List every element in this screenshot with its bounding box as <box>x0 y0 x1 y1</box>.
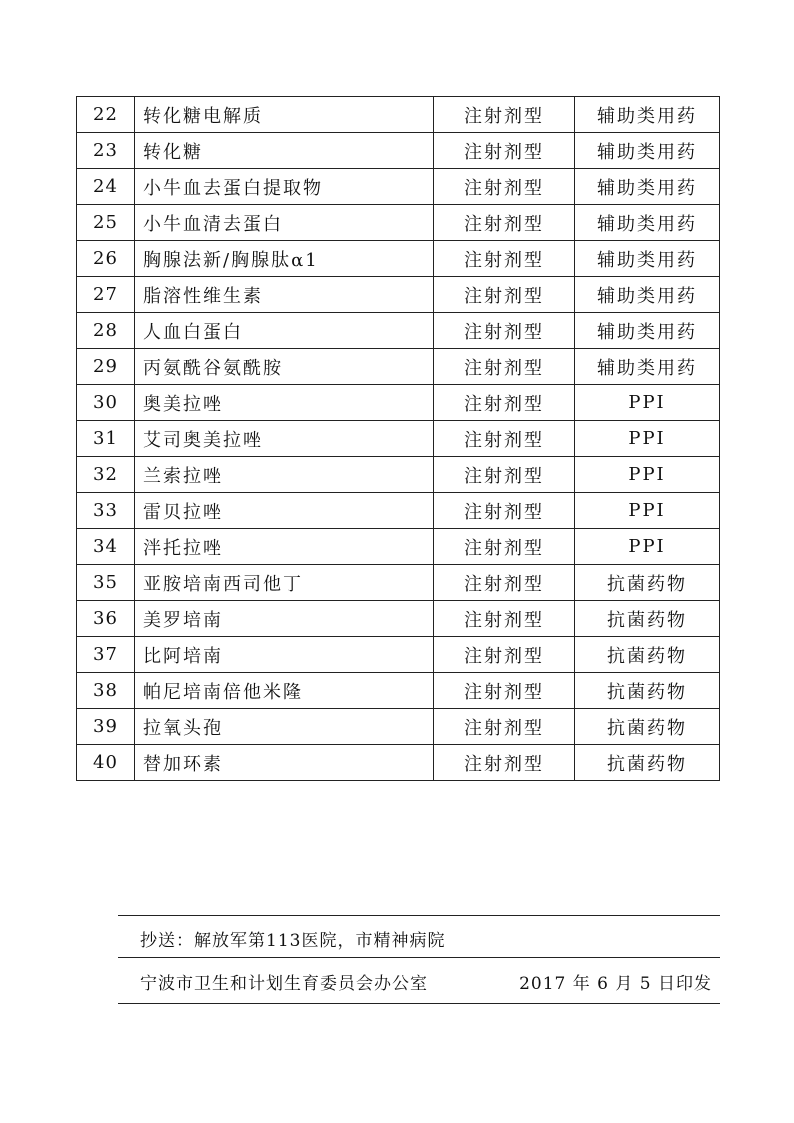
table-row <box>77 205 720 241</box>
table-row <box>77 529 720 565</box>
dosage-form: 注射剂型 <box>434 457 575 493</box>
drug-name: 兰索拉唑 <box>135 457 434 493</box>
dosage-form: 注射剂型 <box>434 133 575 169</box>
dosage-form: 注射剂型 <box>434 745 575 781</box>
row-number: 26 <box>77 241 135 277</box>
dosage-form: 注射剂型 <box>434 601 575 637</box>
drug-category: PPI <box>575 493 720 529</box>
drug-name: 脂溶性维生素 <box>135 277 434 313</box>
table-row <box>77 421 720 457</box>
drug-name: 小牛血去蛋白提取物 <box>135 169 434 205</box>
table-row <box>77 493 720 529</box>
row-number: 24 <box>77 169 135 205</box>
drug-name: 小牛血清去蛋白 <box>135 205 434 241</box>
drug-name: 转化糖电解质 <box>135 97 434 133</box>
drug-category: 辅助类用药 <box>575 133 720 169</box>
drug-category: 抗菌药物 <box>575 637 720 673</box>
row-number: 32 <box>77 457 135 493</box>
footer-divider-middle <box>118 957 720 958</box>
footer-divider-bottom <box>118 1003 720 1004</box>
drug-category: 辅助类用药 <box>575 313 720 349</box>
table-row <box>77 241 720 277</box>
row-number: 29 <box>77 349 135 385</box>
row-number: 39 <box>77 709 135 745</box>
dosage-form: 注射剂型 <box>434 709 575 745</box>
drug-category: 辅助类用药 <box>575 205 720 241</box>
drug-category: PPI <box>575 457 720 493</box>
row-number: 28 <box>77 313 135 349</box>
row-number: 40 <box>77 745 135 781</box>
drug-category: 辅助类用药 <box>575 349 720 385</box>
drug-name: 胸腺法新/胸腺肽α1 <box>135 241 434 277</box>
drug-name: 雷贝拉唑 <box>135 493 434 529</box>
table-row <box>77 133 720 169</box>
table-row <box>77 169 720 205</box>
dosage-form: 注射剂型 <box>434 385 575 421</box>
dosage-form: 注射剂型 <box>434 313 575 349</box>
drug-category: 辅助类用药 <box>575 241 720 277</box>
drug-list-table <box>76 96 720 781</box>
drug-name: 帕尼培南倍他米隆 <box>135 673 434 709</box>
table-row <box>77 637 720 673</box>
table-row <box>77 457 720 493</box>
dosage-form: 注射剂型 <box>434 673 575 709</box>
drug-name: 比阿培南 <box>135 637 434 673</box>
row-number: 36 <box>77 601 135 637</box>
row-number: 33 <box>77 493 135 529</box>
dosage-form: 注射剂型 <box>434 421 575 457</box>
table-row <box>77 565 720 601</box>
table-row <box>77 277 720 313</box>
drug-category: 抗菌药物 <box>575 601 720 637</box>
row-number: 25 <box>77 205 135 241</box>
drug-category: 辅助类用药 <box>575 97 720 133</box>
row-number: 35 <box>77 565 135 601</box>
row-number: 31 <box>77 421 135 457</box>
dosage-form: 注射剂型 <box>434 637 575 673</box>
drug-category: PPI <box>575 529 720 565</box>
table-row <box>77 709 720 745</box>
drug-name: 艾司奥美拉唑 <box>135 421 434 457</box>
drug-name: 拉氧头孢 <box>135 709 434 745</box>
drug-category: PPI <box>575 421 720 457</box>
row-number: 34 <box>77 529 135 565</box>
drug-list-body <box>77 97 720 781</box>
table-row <box>77 745 720 781</box>
row-number: 22 <box>77 97 135 133</box>
table-row <box>77 673 720 709</box>
drug-category: 辅助类用药 <box>575 277 720 313</box>
table-row <box>77 601 720 637</box>
cc-recipients: 抄送：解放军第113医院，市精神病院 <box>140 931 446 951</box>
dosage-form: 注射剂型 <box>434 205 575 241</box>
drug-name: 泮托拉唑 <box>135 529 434 565</box>
row-number: 23 <box>77 133 135 169</box>
drug-category: 抗菌药物 <box>575 565 720 601</box>
drug-name: 美罗培南 <box>135 601 434 637</box>
drug-name: 替加环素 <box>135 745 434 781</box>
dosage-form: 注射剂型 <box>434 493 575 529</box>
dosage-form: 注射剂型 <box>434 97 575 133</box>
table-row <box>77 97 720 133</box>
dosage-form: 注射剂型 <box>434 529 575 565</box>
footer-divider-top <box>118 915 720 916</box>
table-row <box>77 349 720 385</box>
drug-name: 转化糖 <box>135 133 434 169</box>
drug-category: 抗菌药物 <box>575 709 720 745</box>
drug-name: 丙氨酰谷氨酰胺 <box>135 349 434 385</box>
drug-category: 抗菌药物 <box>575 673 720 709</box>
drug-name: 奥美拉唑 <box>135 385 434 421</box>
row-number: 30 <box>77 385 135 421</box>
row-number: 37 <box>77 637 135 673</box>
row-number: 38 <box>77 673 135 709</box>
dosage-form: 注射剂型 <box>434 169 575 205</box>
table-row <box>77 313 720 349</box>
drug-category: PPI <box>575 385 720 421</box>
dosage-form: 注射剂型 <box>434 349 575 385</box>
dosage-form: 注射剂型 <box>434 241 575 277</box>
issuing-office: 宁波市卫生和计划生育委员会办公室 <box>140 974 428 994</box>
table-row <box>77 385 720 421</box>
row-number: 27 <box>77 277 135 313</box>
issue-date: 2017 年 6 月 5 日印发 <box>519 974 712 994</box>
dosage-form: 注射剂型 <box>434 277 575 313</box>
dosage-form: 注射剂型 <box>434 565 575 601</box>
drug-category: 抗菌药物 <box>575 745 720 781</box>
drug-name: 人血白蛋白 <box>135 313 434 349</box>
drug-category: 辅助类用药 <box>575 169 720 205</box>
drug-name: 亚胺培南西司他丁 <box>135 565 434 601</box>
